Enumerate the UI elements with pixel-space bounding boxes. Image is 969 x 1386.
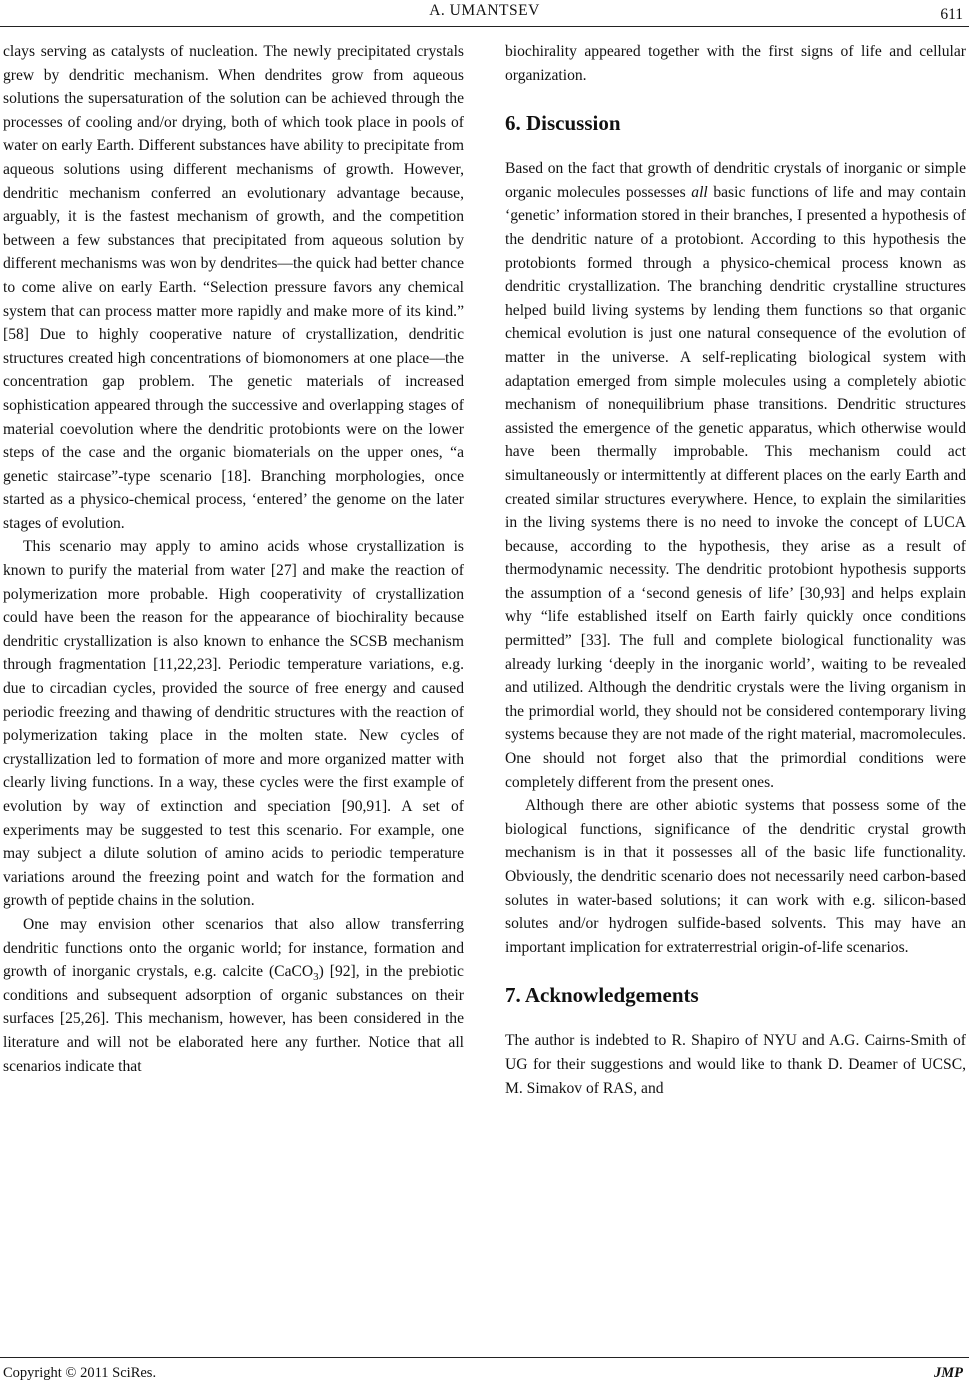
- paragraph: [3, 913, 464, 1078]
- left-column: [3, 40, 464, 1078]
- paragraph-text: ) [92], in the prebiotic conditions and subsequent adsorption of organic substances on their surfaces [25,26]. This mechanism, however, has been considered in the literature and will not be elaborated here any further. Notice that all scenarios indicate that: [3, 963, 464, 1075]
- page-number: 611: [940, 6, 963, 23]
- footer-divider: [0, 1357, 969, 1358]
- copyright-notice: Copyright © 2011 SciRes.: [3, 1365, 157, 1381]
- paragraph: This scenario may apply to amino acids whose crystallization is known to purify the material from water [27] and make the reaction of polymerization more probable. High cooperativity of crystallization could have been the reason for the appearance of biochirality because dendritic crystallization is also known to enhance the SCSB mechanism through fragmentation [11,22,23]. Periodic temperature variations, e.g. due to circadian cycles, provided the source of free energy and caused periodic freezing and thawing of dendritic structures with the reaction of polymerization taking place in the molten state. New cycles of crystallization led to formation of more and more organized matter with clearly living functions. In a way, these cycles were the first example of evolution by way of extinction and speciation [90,91]. A set of experiments may be suggested to test this scenario. For example, one may subject a dilute solution of amino acids to periodic temperature variations around the freezing point and watch for the formation and growth of peptide chains in the solution.: [3, 538, 464, 910]
- paragraph: biochirality appeared together with the first signs of life and cellular organization.: [505, 43, 966, 84]
- paragraph-text: Based on the fact that growth of dendritic crystals of inorganic or simple organic molecules possesses: [505, 160, 966, 201]
- paragraph-text: basic functions of life and may contain ‘genetic’ information stored in their branches, I presented a hypothesis of the dendritic nature of a protobiont. According to this hypothesis the protobionts formed through a physico-chemical process known as dendritic crystallization. The branching dendritic crystalline structures helped build living systems by lending them functions so that organic chemical evolution is just one natural consequence of the evolution of matter in the universe. A self-replicating biological system with adaptation emerged from simple molecules using a completely abiotic mechanism of nonequilibrium phase transitions. Dendritic structures assisted the emergence of the genetic apparatus, which otherwise would have been thermally improbable. This mechanism could act simultaneously or intermittently at different places on the early Earth and created similar structures everywhere. Hence, to explain the similarities in the living systems there is no need to invoke the concept of LUCA because, according to the hypothesis, they arise as a result of thermodynamic necessity. The dendritic protobiont hypothesis supports the assumption of a ‘second genesis of life’ [30,93] and helps explain why “life established itself on Earth fairly quickly once conditions permitted” [33]. The full and complete biological functionality was already lurking ‘deeply in the inorganic world’, waiting to be revealed and utilized. Although the dendritic crystals were the living organism in the primordial world, they should not be considered contemporary living systems because they are not made of the right material, macromolecules. One should not forget also that the primordial conditions were completely different from the present ones.: [505, 183, 966, 791]
- running-header-author: A. UMANTSEV: [429, 2, 540, 19]
- header-divider: [0, 26, 969, 27]
- paragraph: [505, 157, 966, 794]
- right-column: [505, 40, 966, 1100]
- journal-abbreviation: JMP: [934, 1365, 963, 1381]
- paragraph: Although there are other abiotic systems that possess some of the biological functions, significance of the dendritic crystal growth mechanism is in that it possesses all of the basic life functionality. Obviously, the dendritic scenario does not necessarily need carbon-based solutes in water-based solutions; it can work with e.g. silicon-based solutes and/or hydrogen sulfide-based solvents. This may have an important implication for extraterrestrial origin-of-life scenarios.: [505, 797, 966, 956]
- section-heading-acknowledgements: 7. Acknowledgements: [505, 983, 699, 1008]
- emphasis-text: all: [691, 183, 708, 201]
- subscript: 3: [313, 971, 319, 984]
- paragraph-text: One may envision other scenarios that also allow transferring dendritic functions onto the organic world; for instance, formation and growth of inorganic crystals, e.g. calcite (CaCO: [3, 915, 464, 981]
- section-heading-discussion: 6. Discussion: [505, 111, 621, 136]
- paragraph: The author is indebted to R. Shapiro of NYU and A.G. Cairns-Smith of UG for their suggestions and would like to thank D. Deamer of UCSC, M. Simakov of RAS, and: [505, 1032, 966, 1097]
- paragraph: clays serving as catalysts of nucleation. The newly precipitated crystals grew by dendritic mechanism. When dendrites grow from aqueous solutions the supersaturation of the solution can be achieved through the processes of cooling and/or drying, both of which took place in pools of water on early Earth. Different substances have ability to precipitate from aqueous solutions using different mechanisms of growth. However, dendritic mechanism conferred an evolutionary advantage because, arguably, it is the fastest mechanism of growth, and the competition between a few substances that precipitated from aqueous solution by different mechanisms was won by dendrites—the quick had better chance to come alive on early Earth. “Selection pressure favors any chemical system that can process matter more rapidly and make more of its kind.” [58] Due to highly cooperative nature of crystallization, dendritic structures created high concentrations of biomonomers at one place—the concentration gap problem. The genetic materials of increased sophistication appeared through the successive and overlapping stages of material coevolution where the dendritic protobionts were on the lower steps of the case and the organic biomaterials on the upper ones, “a genetic staircase”-type scenario [18]. Branching morphologies, once started as a physico-chemical process, ‘entered’ the genome on the later stages of evolution.: [3, 43, 464, 532]
